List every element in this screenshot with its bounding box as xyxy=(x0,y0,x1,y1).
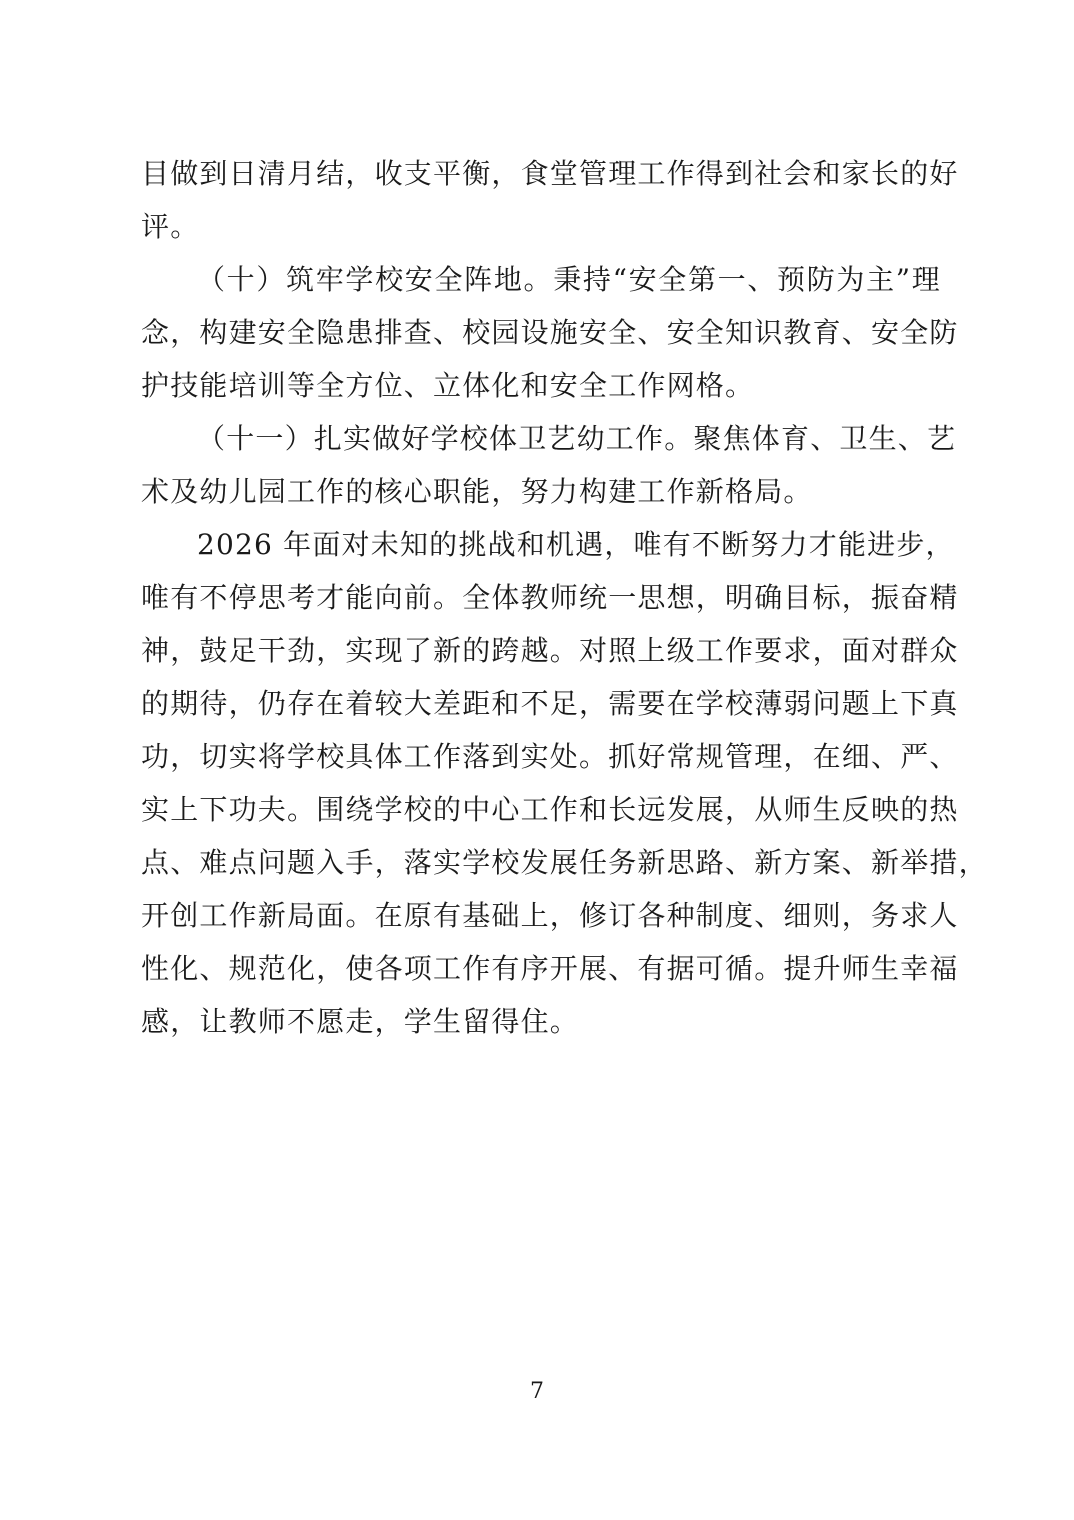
text-line: 功，切实将学校具体工作落到实处。抓好常规管理，在细、严、 xyxy=(141,740,959,773)
text-line: 神，鼓足干劲，实现了新的跨越。对照上级工作要求，面对群众 xyxy=(141,634,959,667)
text-line: 目做到日清月结，收支平衡，食堂管理工作得到社会和家长的好 xyxy=(141,157,959,190)
page-number: 7 xyxy=(530,1379,544,1404)
text-line: （十）筑牢学校安全阵地。秉持“安全第一、预防为主”理 xyxy=(197,263,941,296)
text-line: 点、难点问题入手，落实学校发展任务新思路、新方案、新举措， xyxy=(141,846,988,879)
text-line: 实上下功夫。围绕学校的中心工作和长远发展，从师生反映的热 xyxy=(141,793,959,826)
text-line: 的期待，仍存在着较大差距和不足，需要在学校薄弱问题上下真 xyxy=(141,687,959,720)
text-line: 唯有不停思考才能向前。全体教师统一思想，明确目标，振奋精 xyxy=(141,581,959,614)
text-line: 性化、规范化，使各项工作有序开展、有据可循。提升师生幸福 xyxy=(141,952,959,985)
text-line: 评。 xyxy=(141,210,200,243)
text-line: 念，构建安全隐患排查、校园设施安全、安全知识教育、安全防 xyxy=(141,316,959,349)
text-line: 2026 年面对未知的挑战和机遇，唯有不断努力才能进步， xyxy=(197,528,955,561)
text-line: 术及幼儿园工作的核心职能，努力构建工作新格局。 xyxy=(141,475,813,508)
text-line: 感，让教师不愿走，学生留得住。 xyxy=(141,1005,580,1038)
text-line: 护技能培训等全方位、立体化和安全工作网格。 xyxy=(141,369,755,402)
text-line: （十一）扎实做好学校体卫艺幼工作。聚焦体育、卫生、艺 xyxy=(197,422,957,455)
text-line: 开创工作新局面。在原有基础上，修订各种制度、细则，务求人 xyxy=(141,899,959,932)
body-text xyxy=(141,147,988,1048)
